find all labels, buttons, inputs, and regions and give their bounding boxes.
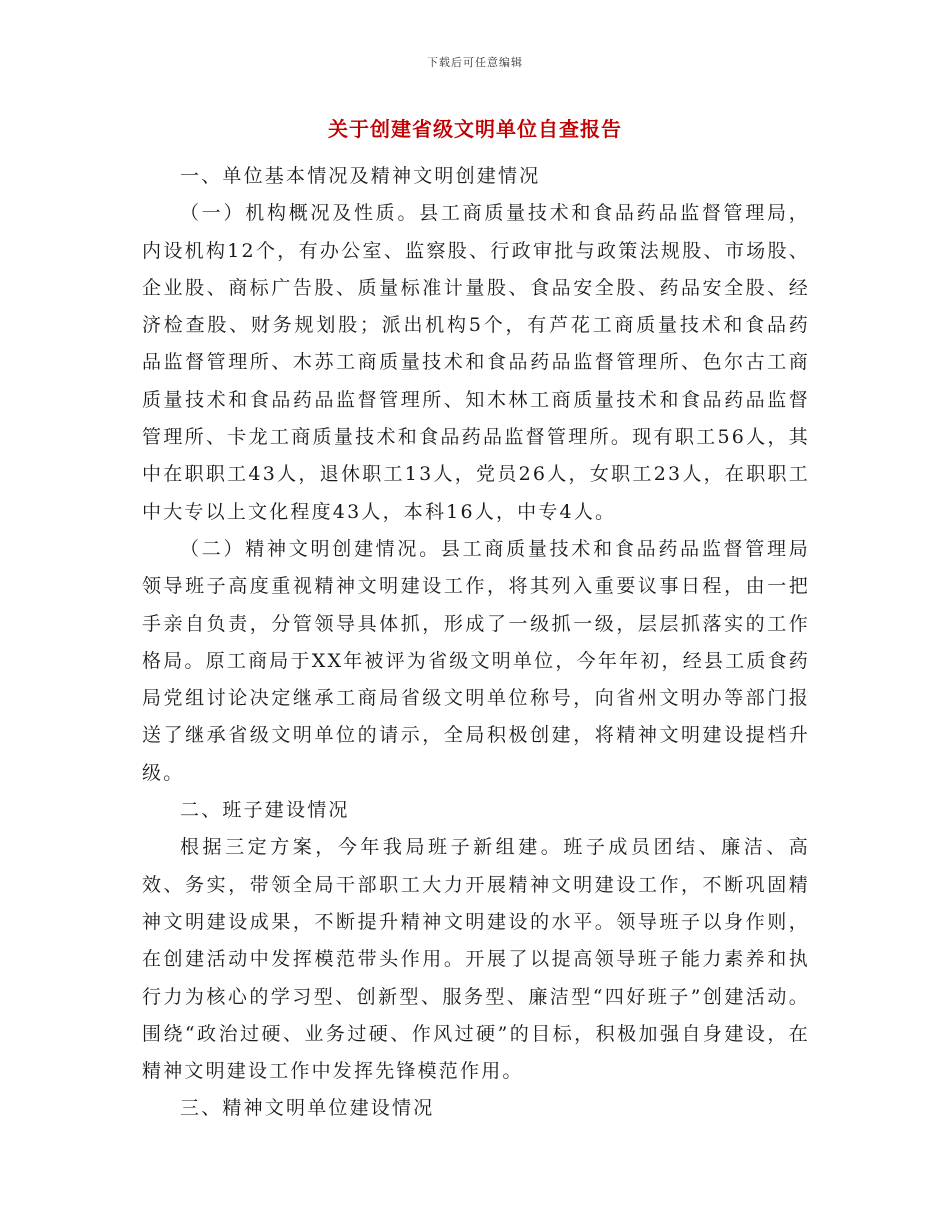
section-3-heading: 三、精神文明单位建设情况 bbox=[180, 1097, 435, 1120]
header-note: 下载后可任意编辑 bbox=[427, 56, 523, 69]
section-2-paragraph-1: 根据三定方案，今年我局班子新组建。班子成员团结、廉洁、高效、务实，带领全局干部职工大力开展精神文明建设工作，不断巩固精神文明建设成果，不断提升精神文明建设的水平。领导班子以身作则，在创建活动中发挥模范带头作用。开展了以提高领导班子能力素养和执行力为核心的学习型、创新型、服务型、廉洁型“四好班子”创建活动。围绕“政治过硬、业务过硬、作风过硬”的目标，积极加强自身建设，在精神文明建设工作中发挥先锋模范作用。 bbox=[142, 836, 810, 1083]
document-title: 关于创建省级文明单位自查报告 bbox=[328, 117, 622, 141]
section-2-heading: 二、班子建设情况 bbox=[180, 799, 350, 822]
document-body bbox=[142, 158, 810, 1128]
section-1-paragraph-1: （一）机构概况及性质。县工商质量技术和食品药品监督管理局，内设机构12个，有办公室、监察股、行政审批与政策法规股、市场股、企业股、商标广告股、质量标准计量股、食品安全股、药品安全股、经济检查股、财务规划股；派出机构5个，有芦花工商质量技术和食品药品监督管理所、木苏工商质量技术和食品药品监督管理所、色尔古工商质量技术和食品药品监督管理所、知木林工商质量技术和食品药品监督管理所、卡龙工商质量技术和食品药品监督管理所。现有职工56人，其中在职职工43人，退休职工13人，党员26人，女职工23人，在职职工中大专以上文化程度43人，本科16人，中专4人。 bbox=[142, 202, 810, 523]
section-1-heading: 一、单位基本情况及精神文明创建情况 bbox=[180, 165, 541, 187]
section-1-paragraph-2: （二）精神文明创建情况。县工商质量技术和食品药品监督管理局领导班子高度重视精神文明建设工作，将其列入重要议事日程，由一把手亲自负责，分管领导具体抓，形成了一级抓一级，层层抓落实的工作格局。原工商局于XX年被评为省级文明单位，今年年初，经县工质食药局党组讨论决定继承工商局省级文明单位称号，向省州文明办等部门报送了继承省级文明单位的请示，全局积极创建，将精神文明建设提档升级。 bbox=[142, 537, 810, 784]
